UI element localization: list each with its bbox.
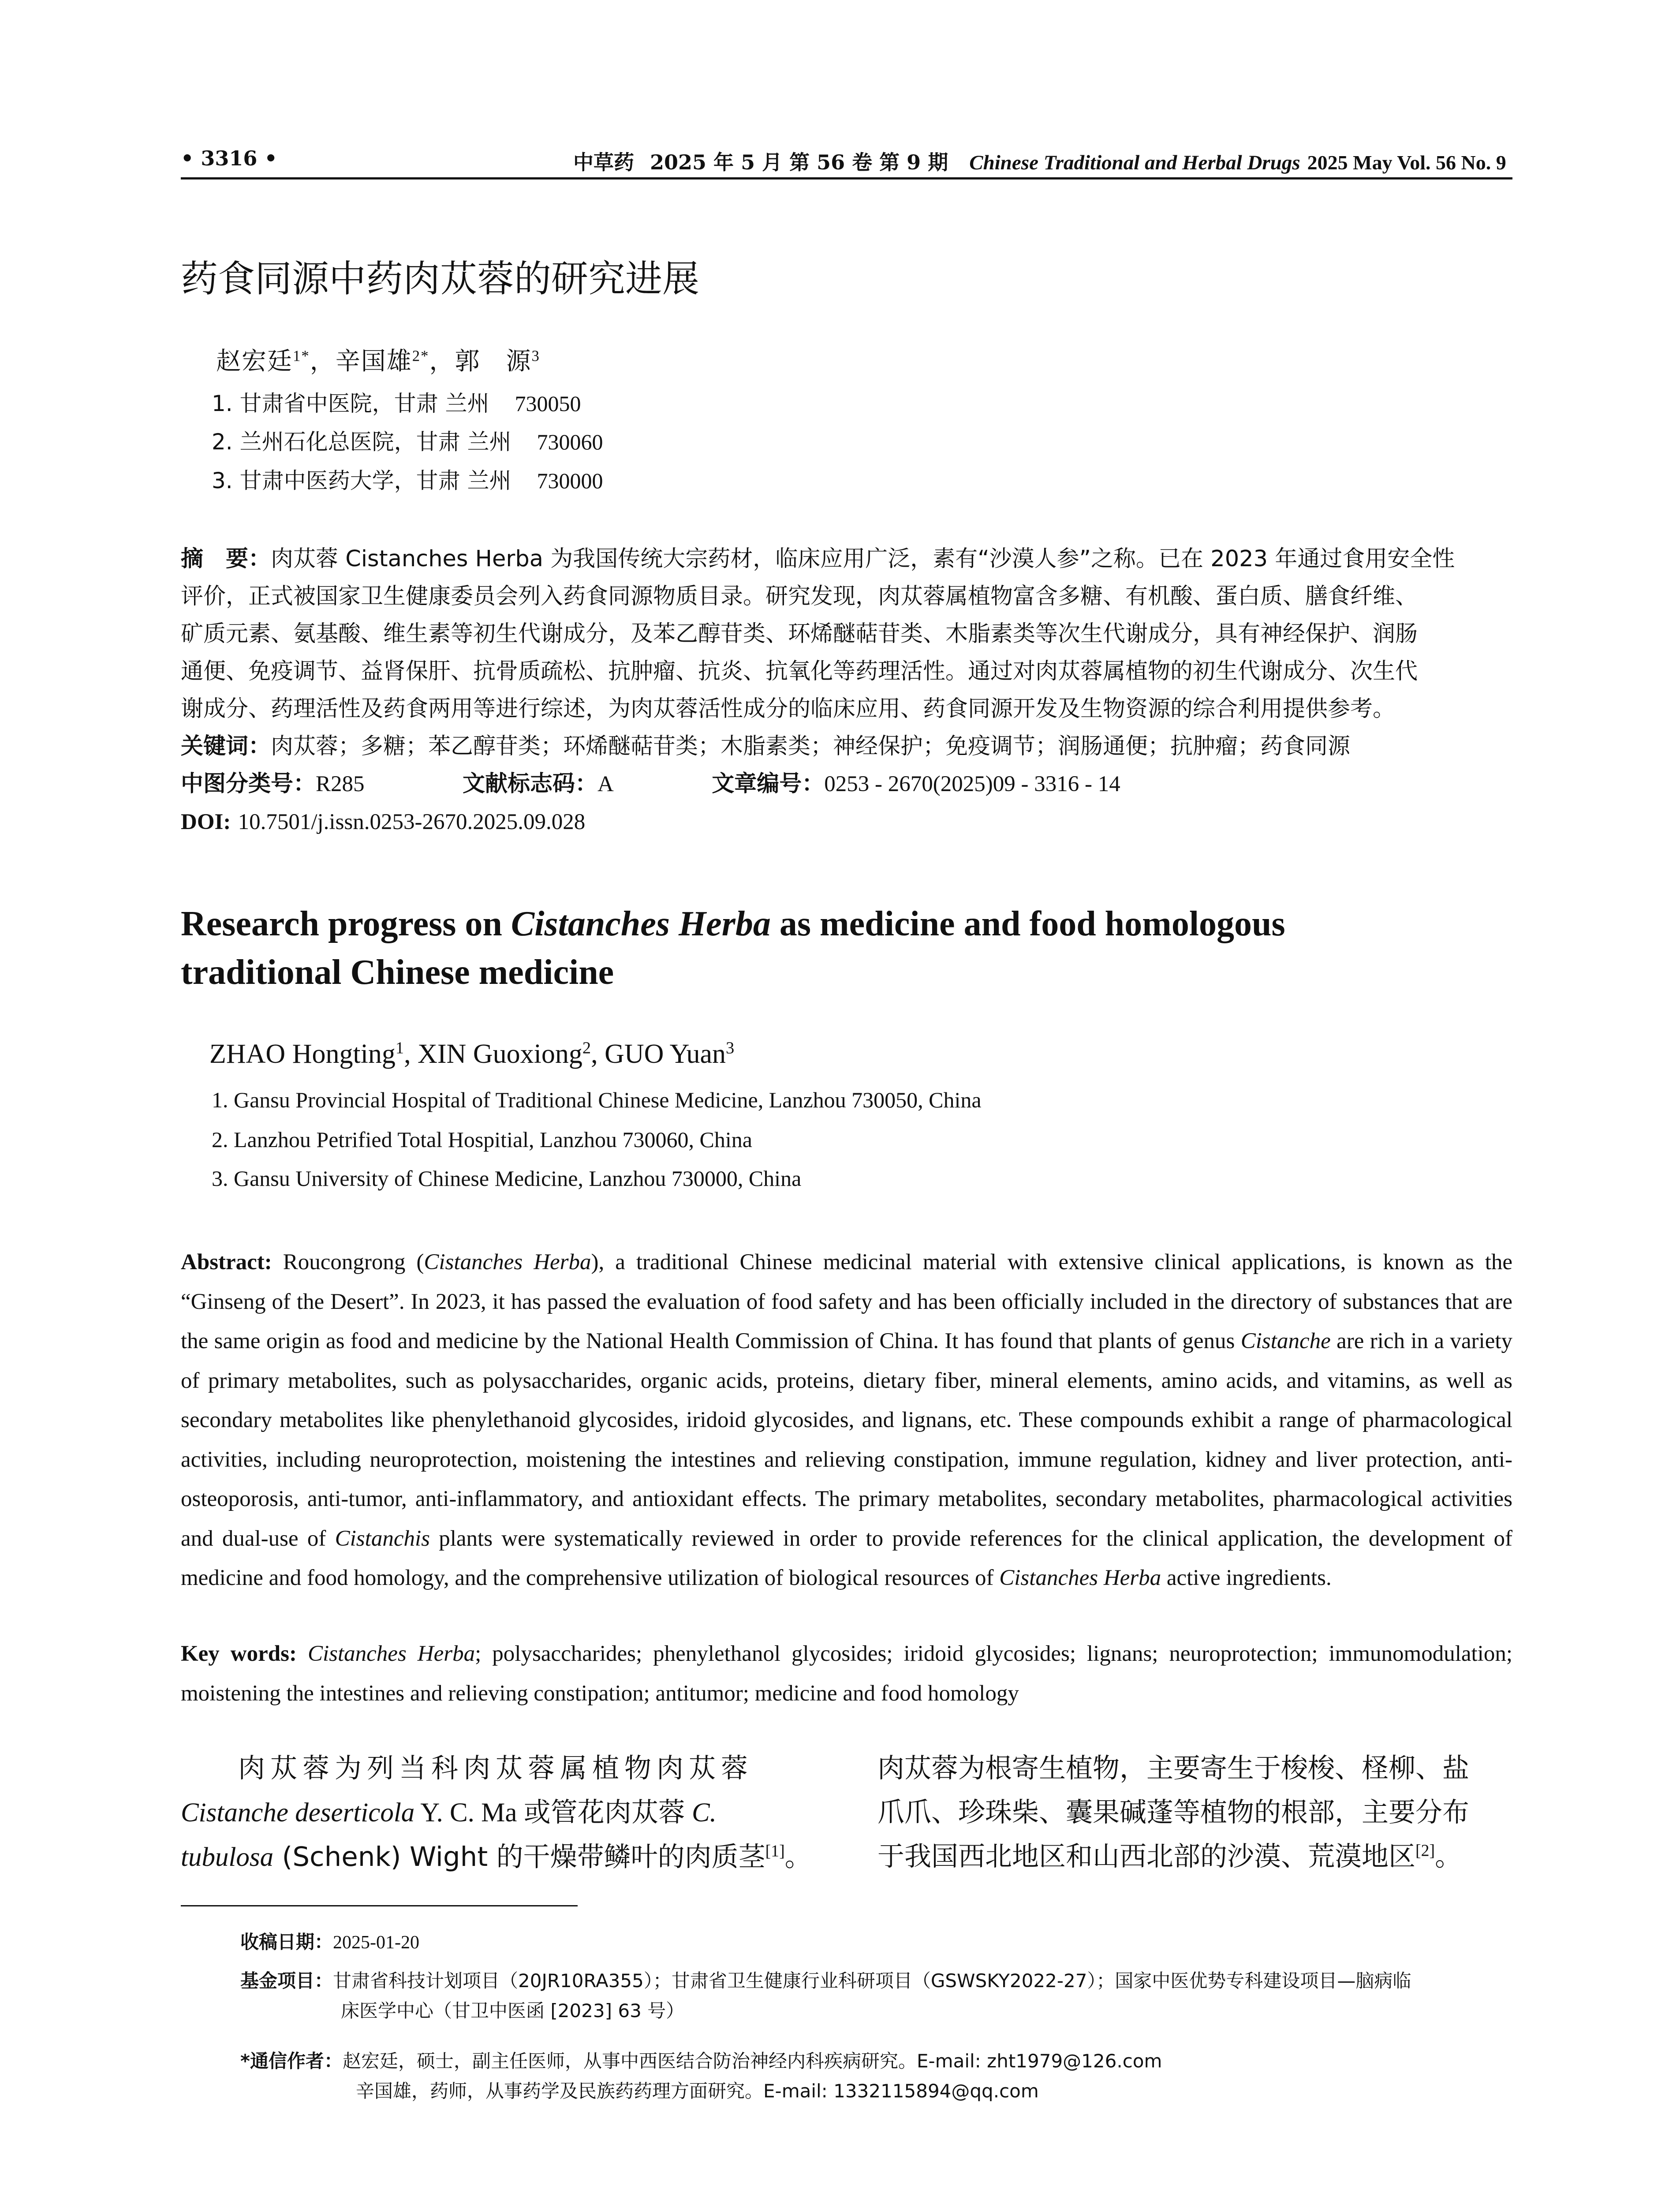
abstract-cn: [181, 540, 1512, 841]
body-line: 爪爪、珍珠柴、囊果碱蓬等植物的根部，主要分布: [877, 1797, 1470, 1828]
abstract-label-cn: 摘 要：: [181, 546, 271, 572]
page-number: • 3316 •: [181, 146, 277, 170]
body-column-right: [877, 1746, 1512, 1879]
body-line: 肉苁蓉为根寄生植物，主要寄生于梭梭、柽柳、盐: [877, 1753, 1470, 1784]
affiliation-cn: [212, 424, 603, 456]
abstract-text: 肉苁蓉 Cistanches Herba 为我国传统大宗药材，临床应用广泛，素有“沙漠人参”之称。已在 2023 年通过食用安全性: [271, 546, 1455, 572]
clc-label: 中图分类号：: [181, 771, 316, 797]
abstract-label-en: Abstract:: [181, 1250, 272, 1274]
footnote-value: 辛国雄，药师，从事药学及民族药药理方面研究。E-mail: 1332115894@qq.com: [356, 2080, 1039, 2102]
clc-value: R285: [316, 772, 365, 796]
author-sep: ,: [404, 1039, 418, 1069]
abstract-italic: Cistanches Herba: [424, 1250, 591, 1274]
author-sup: 3: [726, 1039, 735, 1058]
citation-ref: [2]: [1415, 1841, 1435, 1860]
affiliation-text: 2. 兰州石化总医院，甘肃 兰州: [212, 429, 511, 455]
doi-line: [181, 803, 1512, 841]
footnote-corresponding: [240, 2046, 1519, 2106]
footnote-value: 2025-01-20: [333, 1932, 419, 1953]
title-text: as medicine and food homologous: [770, 904, 1285, 943]
journal-name-en: Chinese Traditional and Herbal Drugs: [969, 151, 1300, 174]
footnote-value: 床医学中心（甘卫中医函 [2023] 63 号）: [341, 2000, 685, 2022]
doi-value: 10.7501/j.issn.0253-2670.2025.09.028: [238, 810, 586, 834]
postcode: 730050: [515, 391, 581, 416]
postcode: 730060: [537, 430, 603, 454]
doc-code-label: 文献标志码：: [462, 771, 597, 797]
abstract-italic: Cistanchis: [335, 1526, 430, 1551]
affiliation-cn: [212, 463, 603, 495]
author-sup: 3: [531, 347, 540, 365]
abstract-line: 评价，正式被国家卫生健康委员会列入药食同源物质目录。研究发现，肉苁蓉属植物富含多糖、有机酸、蛋白质、膳食纤维、: [181, 583, 1418, 609]
abstract-text: active ingredients.: [1161, 1566, 1332, 1590]
body-column-left: [181, 1746, 816, 1880]
classification-line: [181, 765, 1512, 803]
running-header: [181, 144, 1512, 179]
keywords-label-cn: 关键词：: [181, 733, 271, 759]
keywords-en: [181, 1634, 1512, 1713]
abstract-italic: Cistanche: [1240, 1329, 1331, 1353]
postcode: 730000: [537, 468, 603, 493]
author-sup: 2: [582, 1039, 591, 1058]
affiliation-en: 3. Gansu University of Chinese Medicine, Lanzhou 730000, China: [212, 1166, 802, 1191]
footnote-label: 收稿日期：: [240, 1931, 333, 1953]
body-text: 。: [1435, 1841, 1462, 1872]
footnote-fund: [240, 1966, 1519, 2026]
doi-label: DOI:: [181, 810, 231, 834]
species-name: Cistanche deserticola: [181, 1798, 415, 1828]
abstract-line: 通便、免疫调节、益肾保肝、抗骨质疏松、抗肿瘤、抗炎、抗氧化等药理活性。通过对肉苁蓉属植物的初生代谢成分、次生代: [181, 658, 1418, 684]
abstract-line: 谢成分、药理活性及药食两用等进行综述，为肉苁蓉活性成分的临床应用、药食同源开发及生物资源的综合利用提供参考。: [181, 696, 1396, 722]
title-text: Research progress on: [181, 904, 511, 943]
abstract-en: [181, 1243, 1512, 1598]
citation-ref: [1]: [765, 1842, 785, 1861]
affiliation-text: 3. 甘肃中医药大学，甘肃 兰州: [212, 468, 511, 493]
author-name: ，郭 源: [429, 347, 532, 376]
body-text: (Schenk) Wight 的干燥带鳞叶的肉质茎: [273, 1841, 765, 1872]
article-no-value: 0253 - 2670(2025)09 - 3316 - 14: [824, 772, 1120, 796]
author-sep: ,: [591, 1039, 605, 1069]
article-title-cn: 药食同源中药肉苁蓉的研究进展: [181, 257, 700, 300]
authors-cn: [216, 342, 540, 377]
affiliation-text: 1. 甘肃省中医院，甘肃 兰州: [212, 391, 489, 416]
keywords-text-cn: 肉苁蓉；多糖；苯乙醇苷类；环烯醚萜苷类；木脂素类；神经保护；免疫调节；润肠通便；抗肿瘤；药食同源: [271, 733, 1351, 759]
body-line: [181, 1790, 816, 1835]
body-line: [181, 1835, 816, 1880]
article-title-en: [181, 900, 1512, 997]
body-text: Y. C. Ma 或管花肉苁蓉: [414, 1798, 692, 1828]
footnote-value: 甘肃省科技计划项目（20JR10RA355）；甘肃省卫生健康行业科研项目（GSWSKY2022-27）；国家中医优势专科建设项目—脑病临: [333, 1970, 1411, 1992]
authors-en: [209, 1039, 734, 1070]
footnote-value: 赵宏廷，硕士，副主任医师，从事中西医结合防治神经内科疾病研究。E-mail: zht1979@126.com: [342, 2050, 1162, 2072]
footnote-received: [240, 1927, 1519, 1958]
body-text: 。: [784, 1841, 812, 1872]
author-name: GUO Yuan: [605, 1039, 726, 1069]
footnote-label: 基金项目：: [240, 1970, 333, 1992]
abstract-text: plants were systematically reviewed in order to provide references for the clinical application, the development of medicine and food homology, and the comprehensive utilization of biological resources of: [181, 1526, 1512, 1590]
footnote-divider: [181, 1905, 578, 1906]
abstract-line: [181, 540, 1512, 578]
keywords-label-en: Key words:: [181, 1641, 297, 1666]
abstract-text: are rich in a variety of primary metabolites, such as polysaccharides, organic acids, proteins, dietary fiber, mineral elements, amino acids, and vitamins, as well as secondary metabolites like phenylethanoid glycosides, iridoid glycosides, and lignans, etc. These compounds exhibit a range of pharmacological activities, including neuroprotection, moistening the intestines and relieving constipation, immune regulation, kidney and liver protection, anti-osteoporosis, anti-tumor, anti-inflammatory, and antioxidant effects. The primary metabolites, secondary metabolites, pharmacological activities and dual-use of: [181, 1329, 1512, 1551]
body-line: 肉苁蓉为列当科肉苁蓉属植物肉苁蓉: [238, 1753, 754, 1784]
keywords-italic: Cistanches Herba: [307, 1641, 475, 1666]
keywords-text-en: ; polysaccharides; phenylethanol glycosides; iridoid glycosides; lignans; neuroprotection; immunomodulation; moistening the intestines and relieving constipation; antitumor; medicine and food homology: [181, 1641, 1513, 1706]
title-text: traditional Chinese medicine: [181, 953, 614, 992]
author-sup: 1: [395, 1039, 404, 1058]
body-text: 于我国西北地区和山西北部的沙漠、荒漠地区: [877, 1841, 1416, 1872]
author-name: XIN Guoxiong: [418, 1039, 582, 1069]
abstract-italic: Cistanches Herba: [999, 1566, 1161, 1590]
author-name: ，辛国雄: [310, 347, 412, 376]
affiliation-en: 1. Gansu Provincial Hospital of Traditional Chinese Medicine, Lanzhou 730050, China: [212, 1088, 982, 1112]
abstract-text: ), a traditional Chinese medicinal material with extensive clinical applications, is known as the “Ginseng of the Desert”. In 2023, it has passed the evaluation of food safety and has been officially included in the directory of substances that are the same origin as food and medicine by the National Health Commission of China. It has found that plants of genus: [181, 1250, 1513, 1353]
author-name: 赵宏廷: [216, 347, 293, 376]
journal-line: [573, 146, 1506, 176]
doc-code-value: A: [597, 772, 614, 796]
title-species: Cistanches Herba: [511, 904, 771, 943]
body-line: [877, 1835, 1512, 1879]
keywords-cn: [181, 728, 1512, 765]
abstract-line: 矿质元素、氨基酸、维生素等初生代谢成分，及苯乙醇苷类、环烯醚萜苷类、木脂素类等次生代谢成分，具有神经保护、润肠: [181, 621, 1418, 647]
species-name: tubulosa: [181, 1842, 274, 1872]
author-sup: 1*: [293, 347, 310, 365]
affiliation-cn: [212, 386, 581, 418]
article-no-label: 文章编号：: [712, 771, 825, 797]
abstract-text: Roucongrong (: [272, 1250, 424, 1274]
journal-name-cn: 中草药: [573, 150, 634, 174]
species-name: C.: [691, 1798, 717, 1828]
affiliation-en: 2. Lanzhou Petrified Total Hospitial, Lanzhou 730060, China: [212, 1127, 752, 1152]
author-name: ZHAO Hongting: [209, 1039, 396, 1069]
issue-en: 2025 May Vol. 56 No. 9: [1307, 151, 1506, 174]
issue-cn: 2025 年 5 月 第 56 卷 第 9 期: [650, 150, 948, 174]
author-sup: 2*: [412, 347, 429, 365]
footnote-label: *通信作者：: [240, 2050, 343, 2072]
